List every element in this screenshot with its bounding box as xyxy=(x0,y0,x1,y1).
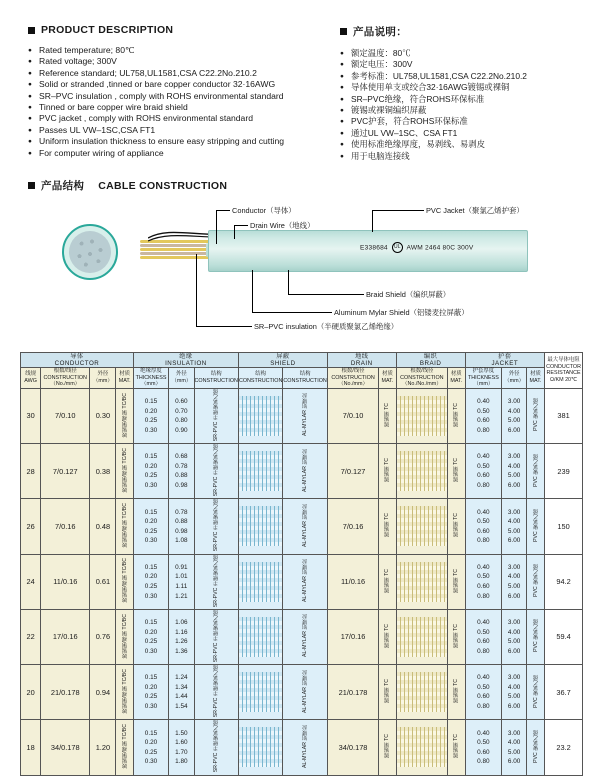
list-item: ● 镀锡或裸铜编织屏蔽 xyxy=(340,105,590,116)
column-header-shield-construction: 结构 CONSTRUCTION xyxy=(238,368,282,389)
group-label-cn: 地线 xyxy=(355,353,369,360)
product-description-en-title: PRODUCT DESCRIPTION xyxy=(41,24,174,36)
table-row xyxy=(21,609,583,664)
column-header-jacket-thickness: 护套厚度 THICKNESS（mm） xyxy=(465,368,502,389)
list-item: ● Solid or stranded ,tinned or bare copper conductor 32·16AWG xyxy=(28,79,298,90)
list-item: ● Tinned or bare copper wire braid shield xyxy=(28,102,298,113)
cell-jacket-thickness: 0.40 0.50 0.60 0.80 xyxy=(465,665,502,720)
cell-conductor-construction: 34/0.178 xyxy=(41,720,90,775)
cell-insulation-material: SR-PVC 半硬聚氯乙烯 xyxy=(194,609,238,664)
table-sub-header-row xyxy=(21,368,583,389)
cell-insulation-material: SR-PVC 半硬聚氯乙烯 xyxy=(194,444,238,499)
cell-conductor-material: 镀锡铜/裸铜 TC/BC xyxy=(116,665,133,720)
cell-jacket-od: 3.00 4.00 5.00 6.00 xyxy=(502,554,527,609)
label-sr-pvc-insulation: SR–PVC insulation（半硬质聚氯乙烯绝缘） xyxy=(254,322,399,331)
group-header-shield xyxy=(238,353,327,368)
cell-shield-material: AL-MYLAR 铝镂拉 xyxy=(283,554,327,609)
list-item: ● 通过UL VW–1SC、CSA FT1 xyxy=(340,128,590,139)
cell-drain-construction: 21/0.178 xyxy=(327,665,378,720)
cell-braid-construction xyxy=(396,665,447,720)
group-header-braid xyxy=(396,353,465,368)
cell-conductor-od: 1.20 xyxy=(90,720,116,775)
table-row xyxy=(21,444,583,499)
cell-insulation-od: 0.68 0.78 0.88 0.98 xyxy=(169,444,194,499)
cell-drain-material: 镀锡铜 TC xyxy=(379,499,396,554)
cell-insulation-thickness: 0.15 0.20 0.25 0.30 xyxy=(133,444,168,499)
cell-shield-construction xyxy=(238,609,282,664)
leader-line-braid xyxy=(288,270,289,294)
cell-conductor-construction: 7/0.10 xyxy=(41,388,90,443)
cell-braid-construction xyxy=(396,720,447,775)
cell-jacket-material: PVC 聚氯乙烯 xyxy=(526,444,544,499)
label-drain-wire: Drain Wire（地线） xyxy=(250,221,315,230)
cell-conductor-construction: 11/0.16 xyxy=(41,554,90,609)
leader-line-conductor xyxy=(216,210,217,244)
table-row xyxy=(21,499,583,554)
list-item: ● SR–PVC绝缘，符合ROHS环保标准 xyxy=(340,94,590,105)
product-description-cn-list xyxy=(340,48,590,162)
cell-conductor-material: 镀锡铜/裸铜 TC/BC xyxy=(116,609,133,664)
cell-braid-material: 镀锡铜 TC xyxy=(448,554,465,609)
cell-shield-construction xyxy=(238,720,282,775)
cell-drain-material: 镀锡铜 TC xyxy=(379,720,396,775)
cell-awg: 18 xyxy=(21,720,41,775)
list-item: ● PVC jacket , comply with ROHS environmental standard xyxy=(28,113,298,124)
product-description-en-heading xyxy=(28,24,298,36)
cell-insulation-thickness: 0.15 0.20 0.25 0.30 xyxy=(133,720,168,775)
cell-insulation-material: SR-PVC 半硬聚氯乙烯 xyxy=(194,554,238,609)
list-item: ● Rated temperature; 80℃ xyxy=(28,45,298,56)
ul-logo-icon: UL xyxy=(392,242,403,253)
group-label-cn: 导体 xyxy=(70,353,84,360)
column-header-shield-material: 结构 CONSTRUCTION xyxy=(283,368,327,389)
column-header-insulation-thickness: 绝缘厚度 THICKNESS（mm） xyxy=(133,368,168,389)
cell-insulation-od: 1.06 1.16 1.26 1.36 xyxy=(169,609,194,664)
cell-braid-construction xyxy=(396,554,447,609)
bullet-square-icon xyxy=(340,28,347,35)
cell-awg: 28 xyxy=(21,444,41,499)
cell-conductor-material: 镀锡铜/裸铜 TC/BC xyxy=(116,388,133,443)
cell-jacket-material: PVC 聚氯乙烯 xyxy=(526,499,544,554)
table-row xyxy=(21,665,583,720)
cell-jacket-material: PVC 聚氯乙烯 xyxy=(526,388,544,443)
cell-shield-construction xyxy=(238,665,282,720)
cell-insulation-material: SR-PVC 半硬聚氯乙烯 xyxy=(194,720,238,775)
cell-braid-material: 镀锡铜 TC xyxy=(448,665,465,720)
cell-awg: 20 xyxy=(21,665,41,720)
cell-insulation-material: SR-PVC 半硬聚氯乙烯 xyxy=(194,665,238,720)
cell-drain-material: 镀锡铜 TC xyxy=(379,554,396,609)
cell-braid-construction xyxy=(396,388,447,443)
cell-insulation-material: SR-PVC 半硬聚氯乙烯 xyxy=(194,388,238,443)
leader-line-conductor-h xyxy=(216,210,230,211)
cell-braid-material: 镀锡铜 TC xyxy=(448,609,465,664)
cell-braid-construction xyxy=(396,609,447,664)
cell-insulation-thickness: 0.15 0.20 0.25 0.30 xyxy=(133,665,168,720)
label-pvc-jacket: PVC Jacket（聚氯乙烯护套） xyxy=(426,206,524,215)
column-header-jacket-od: 外径 （mm） xyxy=(502,368,527,389)
cell-shield-material: AL-MYLAR 铝镂拉 xyxy=(283,444,327,499)
table-body xyxy=(21,388,583,775)
cell-jacket-thickness: 0.40 0.50 0.60 0.80 xyxy=(465,609,502,664)
column-header-braid-material: 材质 MAT. xyxy=(448,368,465,389)
cell-jacket-od: 3.00 4.00 5.00 6.00 xyxy=(502,665,527,720)
list-item: ● Uniform insulation thickness to ensure easy stripping and cutting xyxy=(28,136,298,147)
cell-drain-material: 镀锡铜 TC xyxy=(379,609,396,664)
list-item: ● 导体使用单支或绞合32·16AWG镀锡或裸铜 xyxy=(340,82,590,93)
cell-insulation-material: SR-PVC 半硬聚氯乙烯 xyxy=(194,499,238,554)
cell-drain-construction: 34/0.178 xyxy=(327,720,378,775)
cell-shield-material: AL-MYLAR 铝镂拉 xyxy=(283,499,327,554)
cell-jacket-od: 3.00 4.00 5.00 6.00 xyxy=(502,609,527,664)
product-description-cn-title: 产品说明： xyxy=(353,26,407,38)
column-header-awg: 线规 AWG xyxy=(21,368,41,389)
group-header-jacket xyxy=(465,353,545,368)
cell-conductor-od: 0.76 xyxy=(90,609,116,664)
cell-conductor-resistance: 239 xyxy=(545,444,583,499)
product-description-en-list xyxy=(28,45,298,159)
group-header-conductor xyxy=(21,353,134,368)
cell-insulation-thickness: 0.15 0.20 0.25 0.30 xyxy=(133,499,168,554)
leader-line-drain xyxy=(234,225,235,239)
column-header-drain-material: 材质 MAT. xyxy=(379,368,396,389)
table-row xyxy=(21,554,583,609)
cell-shield-material: AL-MYLAR 铝镂拉 xyxy=(283,609,327,664)
cell-conductor-material: 镀锡铜/裸铜 TC/BC xyxy=(116,720,133,775)
column-header-insulation-od: 外径 （mm） xyxy=(169,368,194,389)
leader-line-mylar xyxy=(252,270,253,312)
column-header-drain-construction: 根数/线径 CONSTRUCTION（No./mm） xyxy=(327,368,378,389)
cable-cross-section xyxy=(62,224,118,280)
cell-insulation-od: 1.50 1.60 1.70 1.80 xyxy=(169,720,194,775)
bullet-square-icon xyxy=(28,182,35,189)
cell-insulation-od: 0.60 0.70 0.80 0.90 xyxy=(169,388,194,443)
cell-jacket-thickness: 0.40 0.50 0.60 0.80 xyxy=(465,499,502,554)
jacket-print-rating: AWM 2464 80C 300V xyxy=(406,244,474,252)
cell-conductor-od: 0.61 xyxy=(90,554,116,609)
leader-line-drain-h xyxy=(234,225,248,226)
leader-line-insulation-h xyxy=(196,326,252,327)
group-label-en: JACKET xyxy=(491,360,519,367)
column-header-conductor-od: 外径 （mm） xyxy=(90,368,116,389)
column-header-braid-construction: 根数/线径 CONSTRUCTION（No./No./mm） xyxy=(396,368,447,389)
cell-braid-construction xyxy=(396,499,447,554)
leader-line-jacket xyxy=(372,210,373,232)
leader-line-braid-h xyxy=(288,294,364,295)
cell-jacket-od: 3.00 4.00 5.00 6.00 xyxy=(502,499,527,554)
table-head xyxy=(21,353,583,389)
group-label-cn: 屏蔽 xyxy=(276,353,290,360)
group-label-cn: 护套 xyxy=(498,353,512,360)
group-header-drain xyxy=(327,353,396,368)
cell-conductor-resistance: 59.4 xyxy=(545,609,583,664)
cell-conductor-construction: 7/0.127 xyxy=(41,444,90,499)
cell-conductor-od: 0.30 xyxy=(90,388,116,443)
list-item: ● For computer wiring of appliance xyxy=(28,148,298,159)
label-mylar-shield: Aluminum Mylar Shield（铝镂麦拉屏蔽） xyxy=(334,308,469,317)
cell-shield-material: AL-MYLAR 铝镂拉 xyxy=(283,388,327,443)
cell-braid-material: 镀锡铜 TC xyxy=(448,720,465,775)
cell-insulation-thickness: 0.15 0.20 0.25 0.30 xyxy=(133,554,168,609)
column-header-conductor-construction: 根数/线径 CONSTRUCTION（No./mm） xyxy=(41,368,90,389)
list-item: ● 用于电脑连接线 xyxy=(340,151,590,162)
table-row xyxy=(21,720,583,775)
column-header-insulation-material: 结构 CONSTRUCTION xyxy=(194,368,238,389)
cell-conductor-construction: 21/0.178 xyxy=(41,665,90,720)
group-label-en: SHIELD xyxy=(270,360,296,367)
group-label-en: BRAID xyxy=(419,360,442,367)
cell-insulation-thickness: 0.15 0.20 0.25 0.30 xyxy=(133,609,168,664)
column-header-jacket-material: 材质 MAT. xyxy=(526,368,544,389)
specification-table xyxy=(20,352,583,776)
cell-braid-construction xyxy=(396,444,447,499)
cell-shield-construction xyxy=(238,499,282,554)
cell-braid-material: 镀锡铜 TC xyxy=(448,499,465,554)
cell-conductor-material: 镀锡铜/裸铜 TC/BC xyxy=(116,444,133,499)
cell-drain-material: 镀锡铜 TC xyxy=(379,444,396,499)
cell-shield-construction xyxy=(238,554,282,609)
cell-drain-construction: 17/0.16 xyxy=(327,609,378,664)
cell-jacket-thickness: 0.40 0.50 0.60 0.80 xyxy=(465,720,502,775)
cell-jacket-od: 3.00 4.00 5.00 6.00 xyxy=(502,444,527,499)
cell-braid-material: 镀锡铜 TC xyxy=(448,388,465,443)
list-item: ● Rated voltage; 300V xyxy=(28,56,298,67)
cell-drain-material: 镀锡铜 TC xyxy=(379,388,396,443)
cell-braid-material: 镀锡铜 TC xyxy=(448,444,465,499)
cell-jacket-thickness: 0.40 0.50 0.60 0.80 xyxy=(465,388,502,443)
cell-conductor-resistance: 381 xyxy=(545,388,583,443)
cell-awg: 26 xyxy=(21,499,41,554)
cell-insulation-od: 1.24 1.34 1.44 1.54 xyxy=(169,665,194,720)
cell-jacket-od: 3.00 4.00 5.00 6.00 xyxy=(502,720,527,775)
cell-jacket-thickness: 0.40 0.50 0.60 0.80 xyxy=(465,554,502,609)
cell-awg: 24 xyxy=(21,554,41,609)
list-item: ● 额定电压：300V xyxy=(340,59,590,70)
group-header-insulation xyxy=(133,353,238,368)
cell-conductor-resistance: 36.7 xyxy=(545,665,583,720)
column-header-resistance: 最大导体电阻 CONDUCTOR RESISTANCE Ω/KM 20℃ xyxy=(545,353,583,389)
cell-jacket-material: PVC 聚氯乙烯 xyxy=(526,665,544,720)
cell-drain-construction: 7/0.10 xyxy=(327,388,378,443)
cell-drain-material: 镀锡铜 TC xyxy=(379,665,396,720)
cell-drain-construction: 7/0.16 xyxy=(327,499,378,554)
cell-drain-construction: 7/0.127 xyxy=(327,444,378,499)
cell-shield-material: AL-MYLAR 铝镂拉 xyxy=(283,720,327,775)
cell-conductor-resistance: 94.2 xyxy=(545,554,583,609)
cable-construction-title-en: CABLE CONSTRUCTION xyxy=(98,179,228,192)
table-group-header-row xyxy=(21,353,583,368)
cell-insulation-od: 0.91 1.01 1.11 1.21 xyxy=(169,554,194,609)
cell-conductor-material: 镀锡铜/裸铜 TC/BC xyxy=(116,499,133,554)
list-item: ● 参考标准：UL758,UL1581,CSA C22.2No.210.2 xyxy=(340,71,590,82)
label-conductor: Conductor（导体） xyxy=(232,206,296,215)
list-item: ● SR–PVC insulation , comply with ROHS environmental standard xyxy=(28,91,298,102)
cell-drain-construction: 11/0.16 xyxy=(327,554,378,609)
cell-conductor-od: 0.38 xyxy=(90,444,116,499)
cell-jacket-material: PVC 聚氯乙烯 xyxy=(526,554,544,609)
label-braid-shield: Braid Shield（编织屏蔽） xyxy=(366,290,451,299)
cell-awg: 30 xyxy=(21,388,41,443)
cell-conductor-construction: 17/0.16 xyxy=(41,609,90,664)
product-description-cn xyxy=(340,24,590,162)
list-item: ● 使用标准绝缘厚度，易剥线、易剥皮 xyxy=(340,139,590,150)
cell-jacket-thickness: 0.40 0.50 0.60 0.80 xyxy=(465,444,502,499)
list-item: ● 额定温度：80℃ xyxy=(340,48,590,59)
group-label-en: INSULATION xyxy=(165,360,207,367)
group-label-en: DRAIN xyxy=(350,360,373,367)
list-item: ● Passes UL VW–1SC,CSA FT1 xyxy=(28,125,298,136)
group-label-en: CONDUCTOR xyxy=(54,360,100,367)
table-row xyxy=(21,388,583,443)
column-header-conductor-material: 材质 MAT. xyxy=(116,368,133,389)
cell-conductor-od: 0.94 xyxy=(90,665,116,720)
cell-shield-material: AL-MYLAR 铝镂拉 xyxy=(283,665,327,720)
product-description-en xyxy=(28,24,298,159)
cell-conductor-resistance: 150 xyxy=(545,499,583,554)
cell-conductor-construction: 7/0.16 xyxy=(41,499,90,554)
product-description-cn-heading xyxy=(340,24,590,39)
cable-construction-title-cn: 产品结构 xyxy=(41,180,85,192)
leader-line-insulation xyxy=(196,254,197,326)
cell-insulation-thickness: 0.15 0.20 0.25 0.30 xyxy=(133,388,168,443)
cell-jacket-material: PVC 聚氯乙烯 xyxy=(526,609,544,664)
jacket-print-legend xyxy=(360,242,473,253)
cell-insulation-od: 0.78 0.88 0.98 1.08 xyxy=(169,499,194,554)
cell-conductor-resistance: 23.2 xyxy=(545,720,583,775)
leader-line-jacket-h xyxy=(372,210,424,211)
cell-conductor-od: 0.48 xyxy=(90,499,116,554)
group-label-cn: 绝缘 xyxy=(179,353,193,360)
jacket-print-file-number: E338684 xyxy=(360,244,388,252)
cable-construction-diagram xyxy=(20,196,585,346)
bullet-square-icon xyxy=(28,27,35,34)
cell-conductor-material: 镀锡铜/裸铜 TC/BC xyxy=(116,554,133,609)
cell-jacket-od: 3.00 4.00 5.00 6.00 xyxy=(502,388,527,443)
cell-awg: 22 xyxy=(21,609,41,664)
cell-shield-construction xyxy=(238,444,282,499)
list-item: ● Reference standard; UL758,UL1581,CSA C22.2No.210.2 xyxy=(28,68,298,79)
cable-construction-heading xyxy=(28,178,227,193)
leader-line-mylar-h xyxy=(252,312,332,313)
cell-shield-construction xyxy=(238,388,282,443)
list-item: ● PVC护套，符合ROHS环保标准 xyxy=(340,116,590,127)
group-label-cn: 编织 xyxy=(423,353,438,360)
cell-jacket-material: PVC 聚氯乙烯 xyxy=(526,720,544,775)
